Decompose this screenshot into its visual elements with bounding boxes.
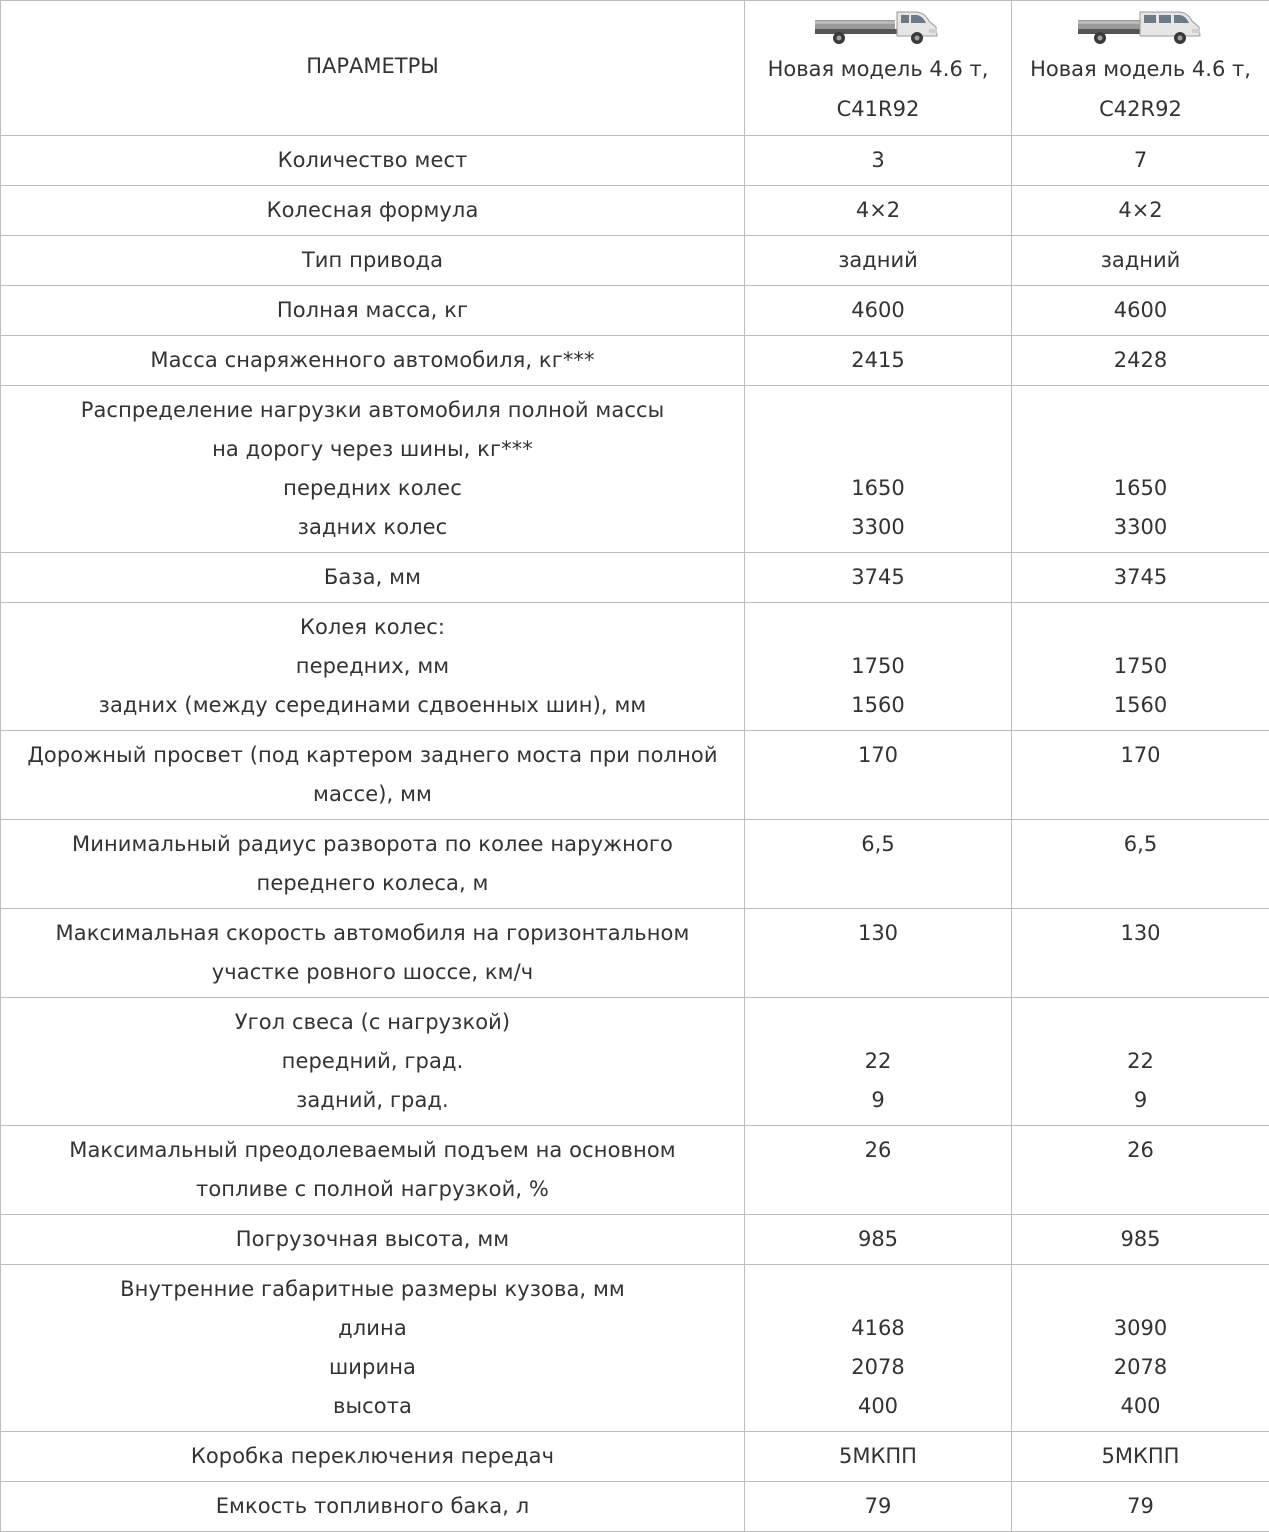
table-row bbox=[1, 1126, 1269, 1215]
table-row bbox=[1, 236, 1269, 286]
param-cell bbox=[1, 553, 745, 603]
value-line: 2415 bbox=[851, 348, 905, 372]
param-cell bbox=[1, 820, 745, 909]
value-line: 6,5 bbox=[861, 832, 895, 856]
value-line bbox=[749, 864, 1007, 903]
param-line: участке ровного шоссе, км/ч bbox=[211, 960, 534, 984]
table-row bbox=[1, 731, 1269, 820]
value-line: 22 bbox=[1127, 1049, 1154, 1073]
value-line: 3300 bbox=[851, 515, 905, 539]
value-line: 2078 bbox=[1113, 1355, 1168, 1379]
param-line: Количество мест bbox=[277, 148, 468, 172]
param-line: Погрузочная высота, мм bbox=[235, 1227, 510, 1251]
model-2-value-cell bbox=[1012, 603, 1269, 731]
model-1-value-cell bbox=[745, 553, 1012, 603]
model-2-value-cell bbox=[1012, 136, 1269, 186]
table-row bbox=[1, 1482, 1269, 1532]
value-line: 985 bbox=[857, 1227, 899, 1251]
table-row bbox=[1, 286, 1269, 336]
value-line: 79 bbox=[1127, 1494, 1154, 1518]
value-line: 4168 bbox=[851, 1316, 905, 1340]
param-line: задний, град. bbox=[296, 1088, 449, 1112]
param-line: задних колес bbox=[297, 515, 448, 539]
param-header-label: ПАРАМЕТРЫ bbox=[306, 54, 439, 78]
param-line: Полная масса, кг bbox=[276, 298, 469, 322]
model-2-value-cell bbox=[1012, 336, 1269, 386]
param-line: Колесная формула bbox=[266, 198, 479, 222]
param-line: Внутренние габаритные размеры кузова, мм bbox=[120, 1277, 625, 1301]
model-1-value-cell bbox=[745, 820, 1012, 909]
model-header-cell-1 bbox=[745, 1, 1012, 136]
model-1-value-cell bbox=[745, 1215, 1012, 1265]
param-cell bbox=[1, 236, 745, 286]
model-1-value-cell bbox=[745, 1265, 1012, 1432]
value-line: 130 bbox=[1120, 921, 1161, 945]
value-line bbox=[1016, 1270, 1265, 1309]
value-line: 3745 bbox=[851, 565, 905, 589]
model-1-value-cell bbox=[745, 386, 1012, 553]
model-header-cell-2 bbox=[1012, 1, 1269, 136]
param-cell bbox=[1, 1265, 745, 1432]
model-2-value-cell bbox=[1012, 186, 1269, 236]
value-line: 26 bbox=[864, 1138, 892, 1162]
param-line: задних (между серединами сдвоенных шин), мм bbox=[98, 693, 647, 717]
model-1-value-cell bbox=[745, 186, 1012, 236]
value-line bbox=[749, 775, 1007, 814]
param-header-cell bbox=[1, 1, 745, 136]
param-cell bbox=[1, 603, 745, 731]
value-line bbox=[749, 1170, 1007, 1209]
value-line: 7 bbox=[1133, 148, 1148, 172]
table-row bbox=[1, 136, 1269, 186]
value-line: 4600 bbox=[851, 298, 905, 322]
value-line bbox=[749, 430, 1007, 469]
value-line: 4×2 bbox=[855, 198, 901, 222]
param-cell bbox=[1, 731, 745, 820]
value-line: задний bbox=[1100, 248, 1181, 272]
model-name-line1: Новая модель 4.6 т, bbox=[1030, 57, 1251, 81]
table-row bbox=[1, 909, 1269, 998]
param-line: Дорожный просвет (под картером заднего моста при полной bbox=[27, 743, 718, 767]
table-row bbox=[1, 998, 1269, 1126]
model-2-value-cell bbox=[1012, 1482, 1269, 1532]
value-line bbox=[1016, 953, 1265, 992]
model-name-line2: С42R92 bbox=[1099, 97, 1182, 121]
table-row bbox=[1, 1215, 1269, 1265]
table-row bbox=[1, 1432, 1269, 1482]
value-line: 1650 bbox=[851, 476, 905, 500]
value-line: 2428 bbox=[1113, 348, 1168, 372]
model-1-value-cell bbox=[745, 136, 1012, 186]
table-row bbox=[1, 1265, 1269, 1432]
param-cell bbox=[1, 1126, 745, 1215]
param-line: База, мм bbox=[323, 565, 422, 589]
model-1-value-cell bbox=[745, 336, 1012, 386]
param-cell bbox=[1, 1432, 745, 1482]
table-row bbox=[1, 553, 1269, 603]
model-2-value-cell bbox=[1012, 1215, 1269, 1265]
model-2-value-cell bbox=[1012, 1432, 1269, 1482]
table-row bbox=[1, 336, 1269, 386]
param-line: Угол свеса (с нагрузкой) bbox=[234, 1010, 511, 1034]
param-line: ширина bbox=[328, 1355, 417, 1379]
param-line: Максимальная скорость автомобиля на горизонтальном bbox=[55, 921, 690, 945]
model-2-value-cell bbox=[1012, 236, 1269, 286]
param-cell bbox=[1, 909, 745, 998]
param-line: Емкость топливного бака, л bbox=[215, 1494, 530, 1518]
table-header-row bbox=[1, 1, 1269, 136]
param-line: передних колес bbox=[283, 476, 462, 500]
value-line: 4600 bbox=[1113, 298, 1168, 322]
model-2-value-cell bbox=[1012, 553, 1269, 603]
param-line: Коробка переключения передач bbox=[190, 1444, 555, 1468]
value-line: 6,5 bbox=[1123, 832, 1158, 856]
value-line bbox=[1016, 1170, 1265, 1209]
param-cell bbox=[1, 1482, 745, 1532]
value-line: 400 bbox=[1120, 1394, 1161, 1418]
param-line: Минимальный радиус разворота по колее наружного bbox=[71, 832, 673, 856]
value-line bbox=[749, 1270, 1007, 1309]
value-line: 3 bbox=[871, 148, 885, 172]
model-1-value-cell bbox=[745, 1482, 1012, 1532]
model-1-value-cell bbox=[745, 731, 1012, 820]
model-2-value-cell bbox=[1012, 909, 1269, 998]
model-1-value-cell bbox=[745, 236, 1012, 286]
param-cell bbox=[1, 1215, 745, 1265]
value-line: 130 bbox=[857, 921, 899, 945]
model-1-value-cell bbox=[745, 998, 1012, 1126]
value-line bbox=[1016, 391, 1265, 430]
model-1-value-cell bbox=[745, 909, 1012, 998]
value-line: 1750 bbox=[1113, 654, 1168, 678]
param-cell bbox=[1, 136, 745, 186]
value-line: 79 bbox=[864, 1494, 892, 1518]
value-line bbox=[1016, 1003, 1265, 1042]
value-line: 2078 bbox=[851, 1355, 905, 1379]
value-line: 3300 bbox=[1113, 515, 1168, 539]
value-line bbox=[749, 953, 1007, 992]
model-2-value-cell bbox=[1012, 998, 1269, 1126]
table-row bbox=[1, 386, 1269, 553]
param-line: массе), мм bbox=[313, 782, 432, 806]
value-line: 3745 bbox=[1113, 565, 1168, 589]
value-line: 5МКПП bbox=[839, 1444, 917, 1468]
value-line: 170 bbox=[1120, 743, 1161, 767]
param-line: переднего колеса, м bbox=[256, 871, 489, 895]
value-line bbox=[1016, 864, 1265, 903]
param-line: Колея колес: bbox=[299, 615, 446, 639]
param-cell bbox=[1, 386, 745, 553]
model-2-value-cell bbox=[1012, 731, 1269, 820]
value-line bbox=[749, 608, 1007, 647]
param-line: Максимальный преодолеваемый подъем на основном bbox=[69, 1138, 676, 1162]
value-line: 1650 bbox=[1113, 476, 1168, 500]
value-line: 22 bbox=[864, 1049, 892, 1073]
model-2-value-cell bbox=[1012, 820, 1269, 909]
value-line bbox=[749, 391, 1007, 430]
value-line bbox=[1016, 775, 1265, 814]
param-line: Распределение нагрузки автомобиля полной массы bbox=[80, 398, 665, 422]
param-line: передних, мм bbox=[295, 654, 450, 678]
spec-table-body bbox=[1, 136, 1269, 1532]
param-line: на дорогу через шины, кг*** bbox=[212, 437, 533, 461]
model-name-line2: С41R92 bbox=[836, 97, 920, 121]
param-cell bbox=[1, 998, 745, 1126]
model-2-value-cell bbox=[1012, 286, 1269, 336]
value-line: 4×2 bbox=[1118, 198, 1163, 222]
param-line: передний, град. bbox=[281, 1049, 464, 1073]
value-line: 9 bbox=[871, 1088, 885, 1112]
value-line: 9 bbox=[1133, 1088, 1148, 1112]
param-line: Масса снаряженного автомобиля, кг*** bbox=[150, 348, 595, 372]
param-cell bbox=[1, 286, 745, 336]
value-line: 1560 bbox=[1113, 693, 1168, 717]
value-line bbox=[1016, 430, 1265, 469]
table-row bbox=[1, 603, 1269, 731]
value-line: 985 bbox=[1120, 1227, 1161, 1251]
flatbed-truck-double-cab-icon bbox=[1076, 7, 1206, 49]
model-2-value-cell bbox=[1012, 386, 1269, 553]
model-name-line1: Новая модель 4.6 т, bbox=[767, 57, 989, 81]
model-1-value-cell bbox=[745, 1432, 1012, 1482]
param-line: длина bbox=[338, 1316, 407, 1340]
param-line: топливе с полной нагрузкой, % bbox=[196, 1177, 549, 1201]
param-cell bbox=[1, 336, 745, 386]
table-row bbox=[1, 186, 1269, 236]
value-line: 26 bbox=[1127, 1138, 1154, 1162]
value-line: 1750 bbox=[851, 654, 905, 678]
flatbed-truck-single-cab-icon bbox=[813, 7, 943, 49]
value-line: 1560 bbox=[851, 693, 905, 717]
param-line: Тип привода bbox=[301, 248, 444, 272]
value-line: 170 bbox=[857, 743, 899, 767]
value-line: 400 bbox=[857, 1394, 899, 1418]
model-2-value-cell bbox=[1012, 1126, 1269, 1215]
model-1-value-cell bbox=[745, 1126, 1012, 1215]
value-line: 3090 bbox=[1113, 1316, 1168, 1340]
value-line bbox=[749, 1003, 1007, 1042]
value-line: 5МКПП bbox=[1101, 1444, 1180, 1468]
model-1-value-cell bbox=[745, 603, 1012, 731]
model-1-value-cell bbox=[745, 286, 1012, 336]
table-row bbox=[1, 820, 1269, 909]
value-line: задний bbox=[838, 248, 918, 272]
param-cell bbox=[1, 186, 745, 236]
param-line: высота bbox=[332, 1394, 413, 1418]
model-2-value-cell bbox=[1012, 1265, 1269, 1432]
value-line bbox=[1016, 608, 1265, 647]
